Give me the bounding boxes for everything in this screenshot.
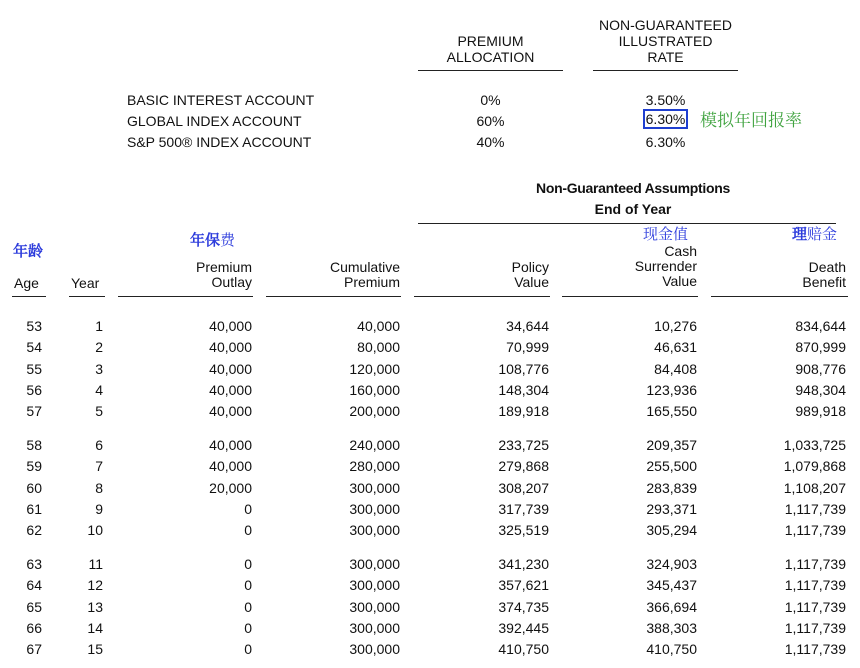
cell-cumulative-premium: 280,000 [349,458,400,475]
col-header-premium-outlay: Premium Outlay [195,259,252,290]
col-rule-policy-value [414,296,550,297]
cell-policy-value: 70,999 [506,339,549,356]
death-annotation-rest: 赔金 [807,225,838,243]
cell-policy-value: 308,207 [498,479,549,496]
cell-cumulative-premium: 160,000 [349,381,400,398]
premium-allocation-header: PREMIUM ALLOCATION [446,33,535,65]
col-rule-cumulative-premium [266,296,401,297]
cell-premium-outlay: 0 [244,500,252,517]
cell-death-benefit: 1,117,739 [784,641,846,658]
col-rule-year [69,296,105,297]
cell-policy-value: 189,918 [498,403,549,420]
cell-premium-outlay: 0 [244,619,252,636]
cell-cash-surrender-value: 123,936 [646,381,697,398]
cell-age: 62 [26,522,42,539]
cell-cash-surrender-value: 283,839 [646,479,697,496]
cell-premium-outlay: 40,000 [209,437,252,453]
cell-cash-surrender-value: 345,437 [646,577,697,594]
cell-cash-surrender-value: 366,694 [646,598,697,615]
cell-cash-surrender-value: 46,631 [654,339,697,356]
cell-cumulative-premium: 240,000 [349,437,400,453]
cell-year: 9 [95,500,103,517]
cell-year: 10 [87,522,103,539]
allocation-value: 0% [480,92,501,108]
cell-premium-outlay: 0 [244,577,252,594]
cell-age: 64 [26,577,42,594]
cell-policy-value: 317,739 [498,500,549,517]
cell-cash-surrender-value: 293,371 [646,500,697,517]
cell-cumulative-premium: 300,000 [349,500,400,517]
cell-premium-outlay: 40,000 [209,339,252,356]
cell-cash-surrender-value: 209,357 [646,437,697,453]
cell-death-benefit: 948,304 [795,381,846,398]
cell-cumulative-premium: 300,000 [349,641,400,658]
ng-rate-rule [593,70,738,71]
cell-cash-surrender-value: 165,550 [646,403,697,420]
cell-policy-value: 325,519 [498,522,549,539]
cell-policy-value: 108,776 [498,360,549,377]
cell-age: 55 [26,360,42,377]
cell-premium-outlay: 0 [244,598,252,615]
cell-age: 54 [26,339,42,356]
cell-year: 7 [95,458,103,475]
cell-death-benefit: 1,033,725 [783,437,846,453]
cell-premium-outlay: 0 [244,522,252,539]
cell-age: 66 [26,619,42,636]
age-annotation: 年龄 [13,242,44,260]
cell-death-benefit: 1,108,207 [783,479,846,496]
rate-value: 6.30% [645,134,686,150]
cell-policy-value: 148,304 [498,381,549,398]
cell-cumulative-premium: 120,000 [349,360,400,377]
cell-year: 14 [87,619,103,636]
premium-annotation-rest: 费 [220,231,236,249]
death-annotation-strong: 理 [792,225,808,243]
cell-cumulative-premium: 300,000 [349,598,400,615]
cell-death-benefit: 1,117,739 [784,619,846,636]
cash-value-annotation: 现金值 [643,225,689,243]
cell-policy-value: 233,725 [498,437,549,453]
cell-cash-surrender-value: 324,903 [646,556,697,572]
col-header-age: Age [14,275,39,291]
col-header-cumulative-premium: Cumulative Premium [329,259,400,290]
cell-cumulative-premium: 200,000 [349,403,400,420]
simulated-return-annotation: 模拟年回报率 [700,111,802,131]
cell-year: 11 [88,556,103,572]
col-rule-death-benefit [711,296,848,297]
cell-policy-value: 374,735 [498,598,549,615]
account-name: GLOBAL INDEX ACCOUNT [127,113,302,129]
cell-age: 61 [26,500,42,517]
cell-premium-outlay: 40,000 [209,381,252,398]
col-header-policy-value: Policy Value [511,259,549,290]
cell-year: 1 [95,318,103,334]
allocation-value: 60% [476,113,505,129]
group-header-rule [418,223,836,224]
cell-premium-outlay: 40,000 [209,360,252,377]
cell-premium-outlay: 0 [244,641,252,658]
col-header-year: Year [71,275,100,291]
cell-cash-surrender-value: 84,408 [654,360,697,377]
cell-cumulative-premium: 300,000 [349,522,400,539]
cell-year: 8 [95,479,103,496]
cell-cumulative-premium: 40,000 [357,318,400,334]
cell-policy-value: 392,445 [498,619,549,636]
cell-cumulative-premium: 300,000 [349,577,400,594]
cell-age: 58 [26,437,42,453]
cell-premium-outlay: 40,000 [209,318,252,334]
cell-premium-outlay: 40,000 [209,458,252,475]
account-name: BASIC INTEREST ACCOUNT [127,92,315,108]
cell-cash-surrender-value: 10,276 [654,318,697,334]
cell-cash-surrender-value: 388,303 [646,619,697,636]
cell-year: 4 [95,381,103,398]
col-rule-cash-surrender-value [562,296,698,297]
cell-year: 5 [95,403,103,420]
cell-age: 67 [26,641,42,658]
cell-death-benefit: 1,079,868 [783,458,846,475]
cell-age: 60 [26,479,42,496]
cell-cash-surrender-value: 305,294 [646,522,697,539]
cell-year: 13 [87,598,103,615]
account-name: S&P 500® INDEX ACCOUNT [127,134,312,150]
cell-policy-value: 357,621 [498,577,549,594]
premium-annotation [190,229,235,250]
rate-value: 3.50% [645,92,686,108]
cell-age: 65 [26,598,42,615]
col-rule-age [12,296,46,297]
group-header-end-of-year: End of Year [594,201,672,217]
rate-highlight-box: 6.30% [643,109,689,129]
cell-cumulative-premium: 80,000 [357,339,400,356]
cell-death-benefit: 908,776 [795,360,846,377]
cell-policy-value: 341,230 [498,556,549,572]
cell-policy-value: 279,868 [498,458,549,475]
ng-rate-header: NON-GUARANTEED ILLUSTRATED RATE [598,17,732,65]
cell-year: 2 [95,339,103,356]
cell-policy-value: 34,644 [506,318,549,334]
cell-age: 59 [26,458,42,475]
cell-premium-outlay: 40,000 [209,403,252,420]
cell-cash-surrender-value: 410,750 [646,641,697,658]
cell-policy-value: 410,750 [498,641,549,658]
cell-year: 15 [87,641,103,658]
cell-cash-surrender-value: 255,500 [646,458,697,475]
cell-death-benefit: 989,918 [795,403,846,420]
premium-allocation-rule [418,70,563,71]
cell-year: 12 [87,577,103,594]
cell-cumulative-premium: 300,000 [349,479,400,496]
premium-annotation-strong: 年保 [190,231,221,249]
allocation-value: 40% [476,134,505,150]
col-header-death-benefit: Death Benefit [802,259,846,290]
cell-premium-outlay: 0 [244,556,252,572]
cell-death-benefit: 1,117,739 [784,556,846,572]
col-rule-premium-outlay [118,296,253,297]
cell-age: 53 [26,318,42,334]
cell-death-benefit: 870,999 [795,339,846,356]
col-header-cash-surrender-value: Cash Surrender Value [634,243,697,289]
cell-cumulative-premium: 300,000 [349,619,400,636]
cell-death-benefit: 834,644 [795,318,846,334]
cell-premium-outlay: 20,000 [209,479,252,496]
cell-year: 6 [95,437,103,453]
cell-death-benefit: 1,117,739 [784,577,846,594]
cell-age: 57 [26,403,42,420]
group-header-ng-assumptions: Non-Guaranteed Assumptions [536,180,730,196]
cell-year: 3 [95,360,103,377]
cell-age: 56 [26,381,42,398]
cell-cumulative-premium: 300,000 [349,556,400,572]
cell-death-benefit: 1,117,739 [784,500,846,517]
cell-death-benefit: 1,117,739 [784,598,846,615]
cell-death-benefit: 1,117,739 [784,522,846,539]
cell-age: 63 [26,556,42,572]
death-benefit-annotation [792,223,837,244]
